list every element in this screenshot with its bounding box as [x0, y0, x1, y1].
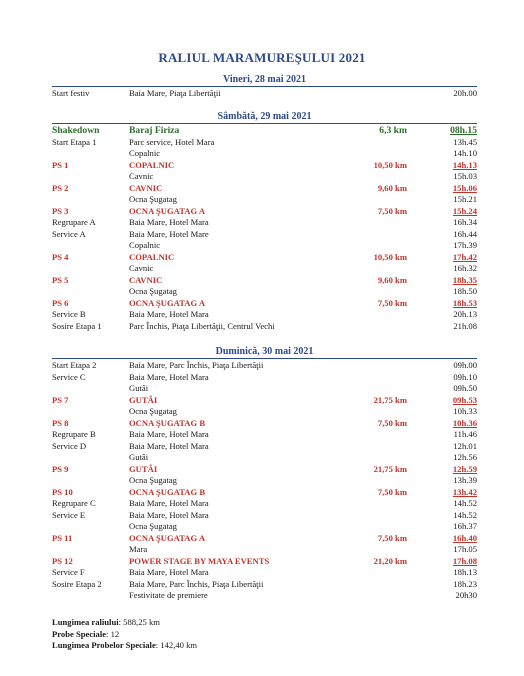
row-label: PS 11 [52, 532, 73, 543]
schedule-row [52, 406, 477, 418]
row-time: 10h.36 [452, 417, 477, 428]
row-location: Ocna Şugatag [129, 194, 177, 204]
row-distance: 7,50 km [377, 417, 407, 428]
schedule-row [52, 321, 477, 333]
row-location: CAVNIC [129, 274, 163, 285]
row-label: Sosire Etapa 2 [52, 578, 102, 589]
row-location: GUTÂI [129, 463, 158, 474]
schedule-row [52, 579, 477, 591]
row-label: Regrupare B [52, 429, 96, 439]
row-label: PS 2 [52, 182, 69, 193]
row-time: 09h.53 [452, 394, 477, 405]
row-time: 09h.50 [453, 383, 477, 393]
document-title: RALIUL MARAMUREŞULUI 2021 [158, 50, 366, 65]
row-location: Cavnic [129, 263, 154, 273]
row-location: Baia Mare, Hotel Mare [129, 228, 209, 239]
day-divider [52, 86, 477, 87]
special-stage-row [52, 395, 477, 407]
row-location: Baia Mare, Hotel Mara [129, 371, 209, 382]
row-time: 16h.37 [453, 521, 477, 531]
row-location: OCNA ŞUGATAG B [129, 417, 206, 428]
row-distance: 9,60 km [377, 182, 407, 193]
stat-value: : 12 [106, 628, 120, 639]
day-section-saturday [52, 111, 477, 332]
schedule-row [52, 521, 477, 533]
row-time: 14h.52 [453, 498, 477, 508]
row-label: PS 1 [52, 159, 69, 170]
schedule-row [52, 88, 477, 100]
row-time: 13h.45 [453, 136, 477, 147]
row-location: Baia Mare, Piaţa Libertăţii [129, 88, 221, 98]
row-time: 17h.08 [452, 555, 477, 566]
row-time: 18h.53 [452, 297, 477, 308]
day-section-sunday [52, 346, 477, 602]
row-label: PS 8 [52, 417, 69, 428]
schedule-row [52, 171, 477, 183]
schedule-row [52, 309, 477, 321]
row-time: 11h.46 [453, 429, 477, 439]
schedule-row [52, 567, 477, 579]
schedule-row [52, 498, 477, 510]
day-heading: Vineri, 28 mai 2021 [223, 74, 306, 85]
row-label: Service E [52, 509, 86, 520]
row-time: 10h.33 [453, 406, 477, 416]
row-label: Start festiv [52, 88, 90, 98]
stat-line [52, 617, 197, 629]
row-time: 15h.24 [452, 205, 477, 216]
row-location: Ocna Şugatag [129, 475, 177, 485]
row-label: Start Etapa 2 [52, 360, 97, 370]
stat-value: : 588,25 km [118, 617, 160, 627]
row-location: Gutâi [129, 383, 149, 393]
row-location: POWER STAGE BY MAYA EVENTS [129, 555, 270, 566]
schedule-row [52, 475, 477, 487]
row-location: Copalnic [129, 148, 161, 158]
schedule-row [52, 360, 477, 372]
row-distance: 21,20 km [373, 555, 407, 566]
row-time: 14h.52 [453, 509, 477, 520]
row-label: PS 10 [52, 486, 73, 497]
row-time: 17h.05 [453, 544, 477, 554]
special-stage-row [52, 556, 477, 568]
row-time: 15h.21 [453, 194, 477, 204]
special-stage-row [52, 252, 477, 264]
row-label: Regrupare A [52, 217, 96, 227]
row-time: 15h.06 [452, 182, 477, 193]
special-stage-row [52, 183, 477, 195]
row-time: 20h.00 [453, 88, 477, 98]
row-location: GUTÂI [129, 394, 158, 405]
row-distance: 9,60 km [377, 274, 407, 285]
row-location: Ocna Şugatag [129, 406, 177, 416]
row-label: Start Etapa 1 [52, 136, 97, 147]
stat-label: Probe Speciale [52, 628, 107, 639]
row-label: PS 3 [52, 205, 69, 216]
row-time: 17h.42 [452, 251, 477, 262]
schedule-row [52, 441, 477, 453]
row-time: 14h.10 [453, 148, 477, 158]
row-location: Parc Închis, Piaţa Libertăţii, Centrul Vechi [129, 320, 275, 331]
row-label: PS 5 [52, 274, 69, 285]
row-location: Cavnic [129, 171, 154, 181]
row-location: OCNA ŞUGATAG B [129, 486, 206, 497]
row-location: Mara [129, 544, 148, 554]
special-stage-row [52, 298, 477, 310]
row-time: 15h.03 [453, 171, 477, 181]
special-stage-row [52, 533, 477, 545]
row-location: Baia Mare, Hotel Mara [129, 509, 209, 520]
row-location: Ocna Şugatag [129, 521, 177, 531]
schedule-row [52, 217, 477, 229]
row-time: 12h.01 [453, 440, 477, 451]
row-distance: 7,50 km [377, 532, 407, 543]
stat-label: Lungimea raliului [52, 617, 119, 627]
row-location: CAVNIC [129, 182, 163, 193]
schedule-row [52, 240, 477, 252]
row-location: OCNA ŞUGATAG A [129, 205, 206, 216]
row-distance: 21,75 km [373, 394, 407, 405]
row-time: 21h.08 [453, 320, 477, 331]
row-time: 14h.13 [452, 159, 477, 170]
schedule-row [52, 590, 477, 602]
stat-line [52, 629, 197, 641]
row-distance: 7,50 km [377, 205, 407, 216]
schedule-row [52, 263, 477, 275]
row-location: Baia Mare, Hotel Mara [129, 429, 209, 439]
row-time: 20h.13 [453, 309, 477, 319]
row-label: PS 6 [52, 297, 69, 308]
row-time: 09h.10 [453, 371, 477, 382]
schedule-row [52, 429, 477, 441]
special-stage-row [52, 418, 477, 430]
schedule-row [52, 137, 477, 149]
schedule-row [52, 544, 477, 556]
row-label: Service C [52, 371, 86, 382]
special-stage-row [52, 275, 477, 287]
row-location: Baia Mare, Parc Închis, Piaţa Libertăţii [129, 360, 264, 370]
schedule-row [52, 194, 477, 206]
schedule-row [52, 229, 477, 241]
row-time: 17h.39 [453, 240, 477, 250]
row-label: PS 9 [52, 463, 69, 474]
stat-line [52, 640, 197, 652]
row-label: Service B [52, 309, 86, 319]
schedule-row [52, 286, 477, 298]
day-divider [52, 123, 477, 124]
row-label: Shakedown [52, 125, 100, 136]
row-location: Baia Mare, Hotel Mara [129, 567, 209, 577]
row-time: 16h.34 [453, 217, 477, 227]
row-distance: 7,50 km [377, 486, 407, 497]
rally-stats [52, 617, 197, 652]
row-location: Festivitate de premiere [129, 590, 208, 600]
row-location: OCNA ŞUGATAG A [129, 297, 206, 308]
row-label: Service A [52, 228, 86, 239]
schedule-row [52, 372, 477, 384]
row-time: 09h.00 [453, 360, 477, 370]
row-time: 18h.50 [453, 286, 477, 296]
row-time: 18h.23 [453, 578, 477, 589]
row-location: Copalnic [129, 240, 161, 250]
row-location: Baia Mare, Hotel Mara [129, 498, 209, 508]
schedule-row [52, 510, 477, 522]
row-location: Gutâi [129, 452, 149, 462]
row-location: OCNA ŞUGATAG A [129, 532, 206, 543]
day-section-friday [52, 74, 477, 100]
row-time: 20h30 [455, 590, 477, 600]
row-location: Baia Mare, Parc Închis, Piaţa Libertăţii [129, 578, 264, 589]
row-time: 08h.15 [450, 125, 477, 136]
schedule-row [52, 452, 477, 464]
row-label: Service D [52, 440, 87, 451]
row-time: 18h.35 [452, 274, 477, 285]
day-heading: Sâmbătă, 29 mai 2021 [217, 111, 312, 122]
row-label: PS 12 [52, 555, 73, 566]
row-time: 12h.59 [452, 463, 477, 474]
row-time: 16h.32 [453, 263, 477, 273]
special-stage-row [52, 464, 477, 476]
row-time: 13h.42 [452, 486, 477, 497]
row-label: PS 4 [52, 251, 69, 262]
shakedown-row [52, 125, 477, 137]
row-location: COPALNIC [129, 251, 175, 262]
row-distance: 6,3 km [379, 125, 407, 136]
row-location: Baia Mare, Hotel Mara [129, 440, 209, 451]
schedule-row [52, 383, 477, 395]
stat-value: : 142,40 km [155, 640, 198, 650]
stat-label: Lungimea Probelor Speciale [52, 640, 156, 650]
row-location: Baia Mare, Hotel Mara [129, 309, 209, 319]
row-time: 16h.40 [452, 532, 477, 543]
row-location: Ocna Şugatag [129, 286, 177, 296]
row-time: 16h.44 [453, 228, 477, 239]
row-location: Baraj Firiza [129, 125, 180, 136]
special-stage-row [52, 487, 477, 499]
row-distance: 7,50 km [377, 297, 407, 308]
row-time: 12h.56 [453, 452, 477, 462]
schedule-row [52, 148, 477, 160]
row-location: Baia Mare, Hotel Mara [129, 217, 209, 227]
row-location: Parc service, Hotel Mara [129, 136, 215, 147]
day-divider [52, 358, 477, 359]
row-label: Regrupare C [52, 498, 96, 508]
special-stage-row [52, 160, 477, 172]
row-time: 18h.13 [453, 567, 477, 577]
row-distance: 10,50 km [373, 251, 407, 262]
row-distance: 10,50 km [373, 159, 407, 170]
row-label: Sosire Etapa 1 [52, 320, 102, 331]
special-stage-row [52, 206, 477, 218]
row-location: COPALNIC [129, 159, 175, 170]
row-label: Service F [52, 567, 85, 577]
row-label: PS 7 [52, 394, 69, 405]
row-time: 13h.39 [453, 475, 477, 485]
row-distance: 21,75 km [373, 463, 407, 474]
day-heading: Duminică, 30 mai 2021 [215, 346, 314, 357]
